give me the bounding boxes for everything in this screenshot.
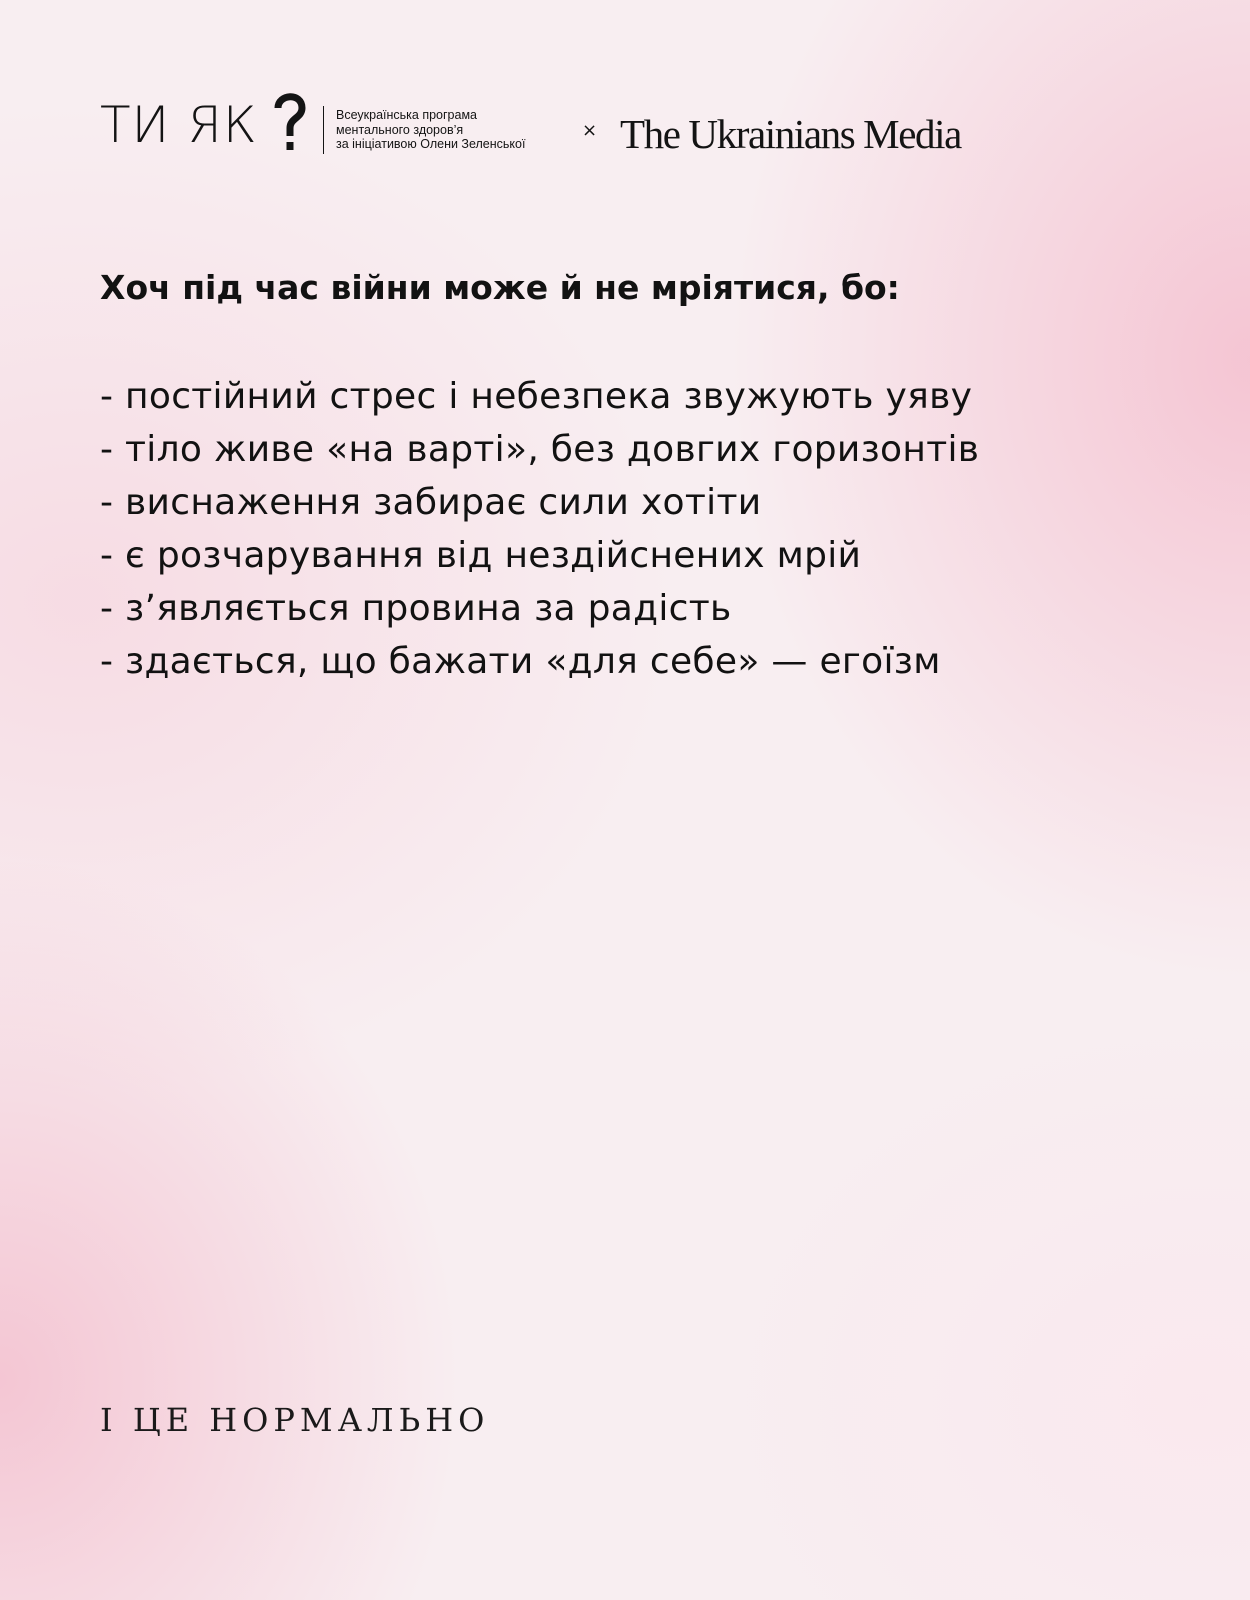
list-item: - тіло живе «на варті», без довгих горизонтів [100,429,980,470]
tiyak-logo[interactable] [100,86,310,156]
program-description [336,108,525,152]
reasons-list [100,370,979,688]
page-heading: Хоч під час війни може й не мріятися, бо: [100,268,900,307]
collaboration-separator: × [582,120,598,141]
footer-tagline: І ЦЕ НОРМАЛЬНО [100,1401,490,1439]
list-item: - здається, що бажати «для себе» — егоїзм [100,641,941,682]
program-line: ментального здоров’я [336,122,464,137]
list-item: - виснаження забирає сили хотіти [100,482,762,523]
program-line: за ініціативою Олени Зеленської [336,137,526,151]
question-mark-icon [270,86,310,156]
header [100,86,1150,156]
list-item: - постійний стрес і небезпека звужують уяву [100,376,973,417]
logo-divider [323,106,324,154]
partner-logo[interactable]: The Ukrainians Media [620,111,961,157]
list-item: - є розчарування від нездійснених мрій [100,535,862,576]
list-item: - з’являється провина за радість [100,588,732,629]
program-line: Всеукраїнська програма [336,108,478,122]
logo-text: ТИ ЯК [100,96,258,154]
